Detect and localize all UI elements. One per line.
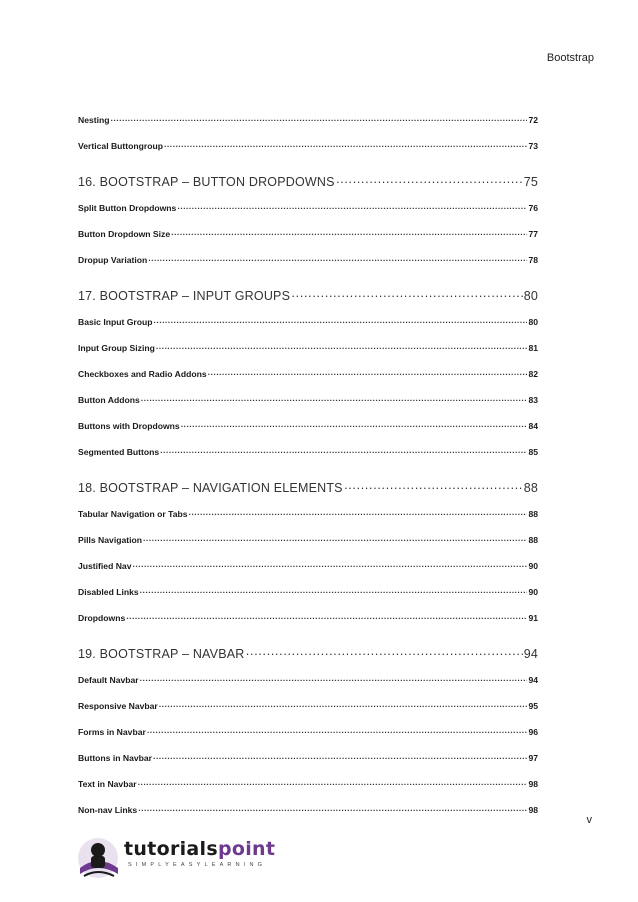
toc-entry[interactable] xyxy=(78,224,538,250)
toc-entry[interactable] xyxy=(78,504,538,530)
toc-page-number: 80 xyxy=(528,317,538,327)
toc-title: 16. BOOTSTRAP – BUTTON DROPDOWNS xyxy=(78,175,335,189)
logo-tagline: SIMPLYEASYLEARNING xyxy=(128,862,267,868)
toc-leader-dots xyxy=(143,530,527,550)
toc-title: 19. BOOTSTRAP – NAVBAR xyxy=(78,647,245,661)
toc-entry[interactable] xyxy=(78,136,538,162)
toc-page-number: 80 xyxy=(523,289,538,303)
toc-leader-dots xyxy=(133,556,528,576)
toc-entry[interactable] xyxy=(78,748,538,774)
toc-leader-dots xyxy=(141,390,528,410)
toc-entry[interactable] xyxy=(78,608,538,634)
toc-entry[interactable] xyxy=(78,722,538,748)
page-header-title: Bootstrap xyxy=(546,52,594,64)
toc-page-number: 73 xyxy=(528,141,538,151)
toc-page-number: 72 xyxy=(528,115,538,125)
toc-title: Segmented Buttons xyxy=(78,447,160,457)
toc-page-number: 94 xyxy=(528,675,538,685)
toc-leader-dots xyxy=(138,774,528,794)
toc-title: Text in Navbar xyxy=(78,779,137,789)
toc-chapter[interactable] xyxy=(78,468,538,504)
toc-page-number: 76 xyxy=(528,203,538,213)
toc-page-number: 97 xyxy=(528,753,538,763)
toc-leader-dots xyxy=(344,468,523,504)
table-of-contents xyxy=(78,110,538,826)
toc-title: Pills Navigation xyxy=(78,535,142,545)
toc-page-number: 83 xyxy=(528,395,538,405)
toc-page-number: 90 xyxy=(528,561,538,571)
toc-title: Default Navbar xyxy=(78,675,139,685)
toc-leader-dots xyxy=(291,276,523,312)
toc-leader-dots xyxy=(177,198,527,218)
toc-leader-dots xyxy=(160,442,527,462)
toc-leader-dots xyxy=(153,748,527,768)
toc-title: Split Button Dropdowns xyxy=(78,203,177,213)
toc-title: Tabular Navigation or Tabs xyxy=(78,509,188,519)
toc-entry[interactable] xyxy=(78,390,538,416)
toc-leader-dots xyxy=(147,722,528,742)
toc-entry[interactable] xyxy=(78,416,538,442)
toc-leader-dots xyxy=(159,696,528,716)
toc-entry[interactable] xyxy=(78,338,538,364)
toc-chapter[interactable] xyxy=(78,162,538,198)
toc-leader-dots xyxy=(246,634,523,670)
toc-title: Forms in Navbar xyxy=(78,727,146,737)
toc-page-number: 95 xyxy=(528,701,538,711)
toc-entry[interactable] xyxy=(78,312,538,338)
logo-wordmark xyxy=(124,838,275,860)
toc-title: Button Dropdown Size xyxy=(78,229,171,239)
toc-title: Basic Input Group xyxy=(78,317,153,327)
toc-entry[interactable] xyxy=(78,250,538,276)
toc-title: Vertical Buttongroup xyxy=(78,141,163,151)
toc-title: Button Addons xyxy=(78,395,140,405)
toc-title: Buttons in Navbar xyxy=(78,753,153,763)
toc-page-number: 84 xyxy=(528,421,538,431)
toc-entry[interactable] xyxy=(78,670,538,696)
toc-page-number: 94 xyxy=(523,647,538,661)
toc-title: Responsive Navbar xyxy=(78,701,158,711)
toc-title: 18. BOOTSTRAP – NAVIGATION ELEMENTS xyxy=(78,481,343,495)
toc-entry[interactable] xyxy=(78,800,538,826)
toc-entry[interactable] xyxy=(78,582,538,608)
toc-leader-dots xyxy=(148,250,527,270)
toc-leader-dots xyxy=(153,312,527,332)
logo-word-main: tutorials xyxy=(124,838,218,860)
toc-page-number: 77 xyxy=(528,229,538,239)
page-number: v xyxy=(586,814,592,826)
toc-entry[interactable] xyxy=(78,530,538,556)
toc-entry[interactable] xyxy=(78,364,538,390)
toc-title: Disabled Links xyxy=(78,587,139,597)
toc-entry[interactable] xyxy=(78,774,538,800)
logo-emblem-icon xyxy=(76,834,122,884)
toc-page-number: 98 xyxy=(528,805,538,815)
toc-page-number: 81 xyxy=(528,343,538,353)
toc-page-number: 82 xyxy=(528,369,538,379)
toc-page-number: 75 xyxy=(523,175,538,189)
tutorialspoint-logo xyxy=(76,832,276,886)
toc-entry[interactable] xyxy=(78,696,538,722)
toc-leader-dots xyxy=(164,136,527,156)
toc-leader-dots xyxy=(111,110,528,130)
toc-entry[interactable] xyxy=(78,556,538,582)
toc-leader-dots xyxy=(156,338,528,358)
toc-leader-dots xyxy=(140,582,528,602)
logo-word-highlight: point xyxy=(217,838,276,860)
toc-leader-dots xyxy=(171,224,527,244)
toc-page-number: 98 xyxy=(528,779,538,789)
toc-leader-dots xyxy=(336,162,523,198)
toc-page-number: 88 xyxy=(528,535,538,545)
toc-page-number: 88 xyxy=(523,481,538,495)
toc-title: 17. BOOTSTRAP – INPUT GROUPS xyxy=(78,289,291,303)
toc-leader-dots xyxy=(208,364,528,384)
toc-entry[interactable] xyxy=(78,110,538,136)
toc-entry[interactable] xyxy=(78,442,538,468)
toc-title: Input Group Sizing xyxy=(78,343,155,353)
toc-chapter[interactable] xyxy=(78,276,538,312)
toc-leader-dots xyxy=(138,800,527,820)
toc-leader-dots xyxy=(181,416,528,436)
toc-leader-dots xyxy=(140,670,528,690)
toc-page-number: 90 xyxy=(528,587,538,597)
toc-page-number: 88 xyxy=(528,509,538,519)
toc-title: Dropdowns xyxy=(78,613,126,623)
toc-title: Buttons with Dropdowns xyxy=(78,421,180,431)
toc-entry[interactable] xyxy=(78,198,538,224)
toc-page-number: 78 xyxy=(528,255,538,265)
toc-chapter[interactable] xyxy=(78,634,538,670)
toc-title: Non-nav Links xyxy=(78,805,138,815)
toc-page-number: 85 xyxy=(528,447,538,457)
toc-title: Nesting xyxy=(78,115,110,125)
toc-leader-dots xyxy=(126,608,527,628)
toc-page-number: 96 xyxy=(528,727,538,737)
toc-title: Dropup Variation xyxy=(78,255,148,265)
toc-title: Justified Nav xyxy=(78,561,132,571)
toc-page-number: 91 xyxy=(528,613,538,623)
toc-title: Checkboxes and Radio Addons xyxy=(78,369,207,379)
toc-leader-dots xyxy=(189,504,528,524)
